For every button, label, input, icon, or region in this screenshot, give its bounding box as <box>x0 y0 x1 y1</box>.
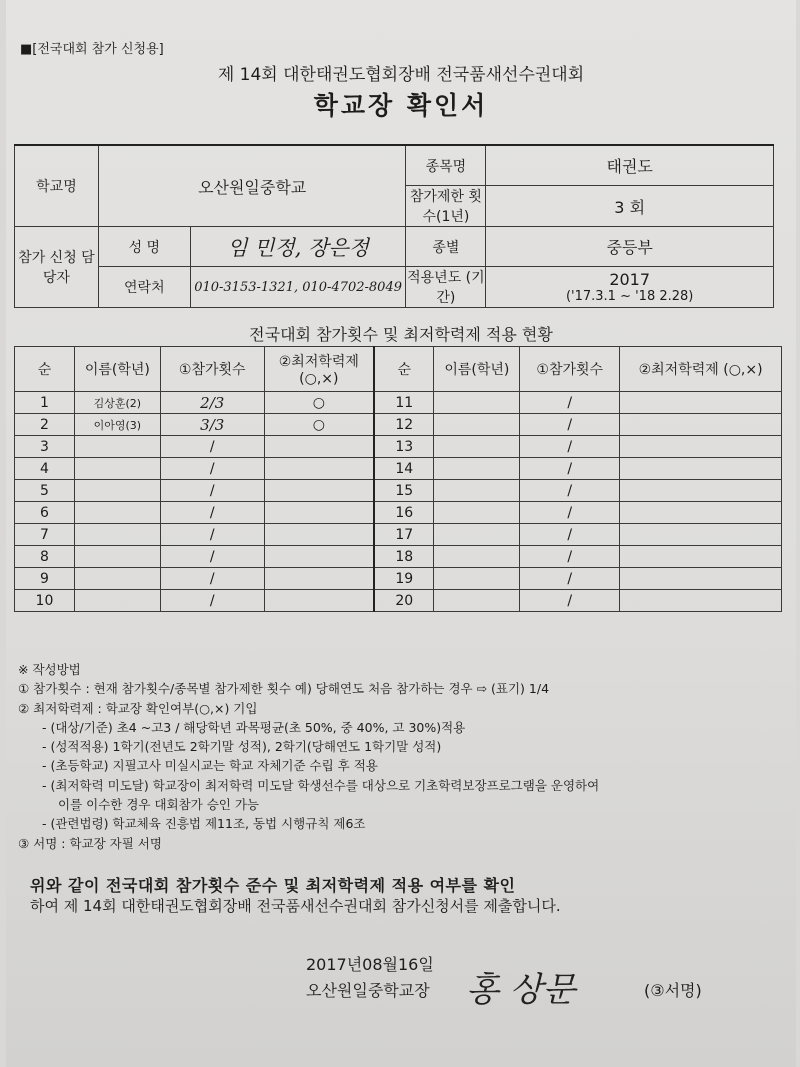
principal-title: 오산원일중학교장 <box>306 981 430 1000</box>
row-count: / <box>520 568 620 590</box>
row-no: 1 <box>15 392 75 414</box>
row-min <box>264 546 374 568</box>
table-row <box>15 436 782 458</box>
row-no: 13 <box>374 436 434 458</box>
row-count: / <box>160 590 264 612</box>
row-min <box>620 480 782 502</box>
row-name <box>434 436 520 458</box>
row-min <box>620 436 782 458</box>
row-min <box>620 524 782 546</box>
name-label: 성 명 <box>98 227 190 267</box>
row-min <box>264 524 374 546</box>
limit-label: 참가제한 횟수(1년) <box>406 186 486 227</box>
row-min <box>264 590 374 612</box>
row-no: 17 <box>374 524 434 546</box>
row-count: / <box>520 546 620 568</box>
row-count: / <box>520 436 620 458</box>
note-subitem: - (초등학교) 지필고사 미실시교는 학교 자체기준 수립 후 적용 <box>42 758 378 774</box>
table-row <box>15 480 782 502</box>
row-name <box>434 458 520 480</box>
row-no: 2 <box>15 414 75 436</box>
row-no: 15 <box>374 480 434 502</box>
header-min: ②최저학력제 (○,×) <box>620 347 782 392</box>
confirmation-line: 위와 같이 전국대회 참가횟수 준수 및 최저학력제 적용 여부를 확인 <box>30 876 516 895</box>
row-min: ○ <box>264 392 374 414</box>
event-value: 태권도 <box>486 145 774 186</box>
row-name <box>74 502 160 524</box>
row-count: / <box>160 546 264 568</box>
header-count: ①참가횟수 <box>520 347 620 392</box>
row-count: / <box>160 524 264 546</box>
confirmation-statement <box>30 876 770 916</box>
row-no: 18 <box>374 546 434 568</box>
row-min: ○ <box>264 414 374 436</box>
header-count: ①참가횟수 <box>160 347 264 392</box>
row-no: 20 <box>374 590 434 612</box>
header-name: 이름(학년) <box>74 347 160 392</box>
row-no: 16 <box>374 502 434 524</box>
row-name <box>74 590 160 612</box>
row-min <box>620 502 782 524</box>
confirmation-line: 하여 제 14회 대한태권도협회장배 전국품새선수권대회 참가신청서를 제출합니다. <box>30 897 561 915</box>
category-label: 종별 <box>406 227 486 267</box>
note-subitem: - (최저학력 미도달) 학교장이 최저학력 미도달 학생선수를 대상으로 기초학력보장프로그램을 운영하여 <box>42 777 600 793</box>
row-name <box>434 568 520 590</box>
table-row <box>15 590 782 612</box>
row-count: / <box>160 568 264 590</box>
document-title: 학교장 확인서 <box>313 91 489 120</box>
year-cell <box>486 267 774 308</box>
table-row <box>15 568 782 590</box>
row-name <box>74 568 160 590</box>
section-title: 전국대회 참가횟수 및 최저학력제 적용 현황 <box>249 325 553 344</box>
signature-label: (③서명) <box>644 981 702 1000</box>
row-name <box>434 524 520 546</box>
row-min <box>620 458 782 480</box>
row-count: / <box>160 436 264 458</box>
competition-title: 제 14회 대한태권도협회장배 전국품새선수권대회 <box>217 65 585 85</box>
manager-names: 임 민정, 장은정 <box>190 227 406 267</box>
note-subitem: - (성적적용) 1학기(전년도 2학기말 성적), 2학기(당해연도 1학기말 성적) <box>42 739 442 755</box>
row-no: 5 <box>15 480 75 502</box>
row-count: 2/3 <box>160 392 264 414</box>
year-value: 2017 <box>609 270 651 289</box>
notes-heading: ※ 작성방법 <box>18 662 81 677</box>
row-count: / <box>520 458 620 480</box>
header-no: 순 <box>374 347 434 392</box>
row-no: 10 <box>15 590 75 612</box>
note-item: ② 최저학력제 : 학교장 확인여부(○,×) 기입 <box>18 700 258 716</box>
table-row <box>15 546 782 568</box>
row-min <box>264 480 374 502</box>
row-name <box>74 436 160 458</box>
row-count: / <box>160 480 264 502</box>
table-row <box>15 414 782 436</box>
row-min <box>264 458 374 480</box>
row-name <box>434 546 520 568</box>
limit-value: 3 회 <box>486 186 774 227</box>
row-no: 11 <box>374 392 434 414</box>
row-name <box>434 480 520 502</box>
issue-date: 2017년08월16일 <box>306 955 434 974</box>
table-row <box>15 502 782 524</box>
row-name <box>74 480 160 502</box>
year-label: 적용년도 (기간) <box>406 267 486 308</box>
handwritten-signature: 홍 상문 <box>466 970 576 1010</box>
note-subitem: - (관련법령) 학교체육 진흥법 제11조, 동법 시행규칙 제6조 <box>42 816 366 832</box>
row-no: 3 <box>15 436 75 458</box>
row-count: / <box>520 414 620 436</box>
table-row <box>15 458 782 480</box>
row-name: 김상훈(2) <box>74 392 160 414</box>
note-subitem: 이를 이수한 경우 대회참가 승인 가능 <box>58 797 259 813</box>
note-subitem: - (대상/기준) 초4 ~고3 / 해당학년 과목평균(초 50%, 중 40%, 고 30%)적용 <box>42 719 466 735</box>
table-row <box>15 524 782 546</box>
school-label: 학교명 <box>15 145 99 227</box>
row-no: 12 <box>374 414 434 436</box>
row-no: 4 <box>15 458 75 480</box>
row-count: / <box>520 502 620 524</box>
row-min <box>264 502 374 524</box>
row-no: 7 <box>15 524 75 546</box>
row-min <box>620 414 782 436</box>
row-no: 9 <box>15 568 75 590</box>
info-table <box>14 144 774 308</box>
header-min: ②최저학력제 (○,×) <box>264 347 374 392</box>
row-min <box>620 568 782 590</box>
row-min <box>620 590 782 612</box>
school-value: 오산원일중학교 <box>98 145 406 227</box>
row-name <box>74 524 160 546</box>
row-min <box>264 436 374 458</box>
row-no: 8 <box>15 546 75 568</box>
form-tag: ■[전국대회 참가 신청용] <box>20 42 164 57</box>
row-name <box>74 458 160 480</box>
header-no: 순 <box>15 347 75 392</box>
year-range: ('17.3.1 ~ '18 2.28) <box>565 289 694 304</box>
participation-table <box>14 346 782 612</box>
document-sheet <box>6 0 796 1067</box>
row-count: 3/3 <box>160 414 264 436</box>
row-count: / <box>160 502 264 524</box>
row-count: / <box>520 392 620 414</box>
row-name <box>434 502 520 524</box>
note-item: ③ 서명 : 학교장 자필 서명 <box>18 835 162 851</box>
manager-label: 참가 신청 담당자 <box>15 227 99 308</box>
row-min <box>264 568 374 590</box>
row-name <box>434 590 520 612</box>
row-name <box>74 546 160 568</box>
row-no: 19 <box>374 568 434 590</box>
contact-label: 연락처 <box>98 267 190 308</box>
row-no: 14 <box>374 458 434 480</box>
category-value: 중등부 <box>486 227 774 267</box>
row-no: 6 <box>15 502 75 524</box>
row-min <box>620 546 782 568</box>
row-count: / <box>520 590 620 612</box>
row-name: 이아영(3) <box>74 414 160 436</box>
header-name: 이름(학년) <box>434 347 520 392</box>
event-label: 종목명 <box>406 145 486 186</box>
row-count: / <box>160 458 264 480</box>
row-name <box>434 392 520 414</box>
contact-value: 010-3153-1321, 010-4702-8049 <box>190 267 406 308</box>
row-min <box>620 392 782 414</box>
instructions <box>18 660 788 853</box>
note-item: ① 참가횟수 : 현재 참가횟수/종목별 참가제한 횟수 예) 당해연도 처음 참가하는 경우 ⇨ (표기) 1/4 <box>18 681 550 697</box>
row-count: / <box>520 480 620 502</box>
row-count: / <box>520 524 620 546</box>
row-name <box>434 414 520 436</box>
table-row <box>15 392 782 414</box>
